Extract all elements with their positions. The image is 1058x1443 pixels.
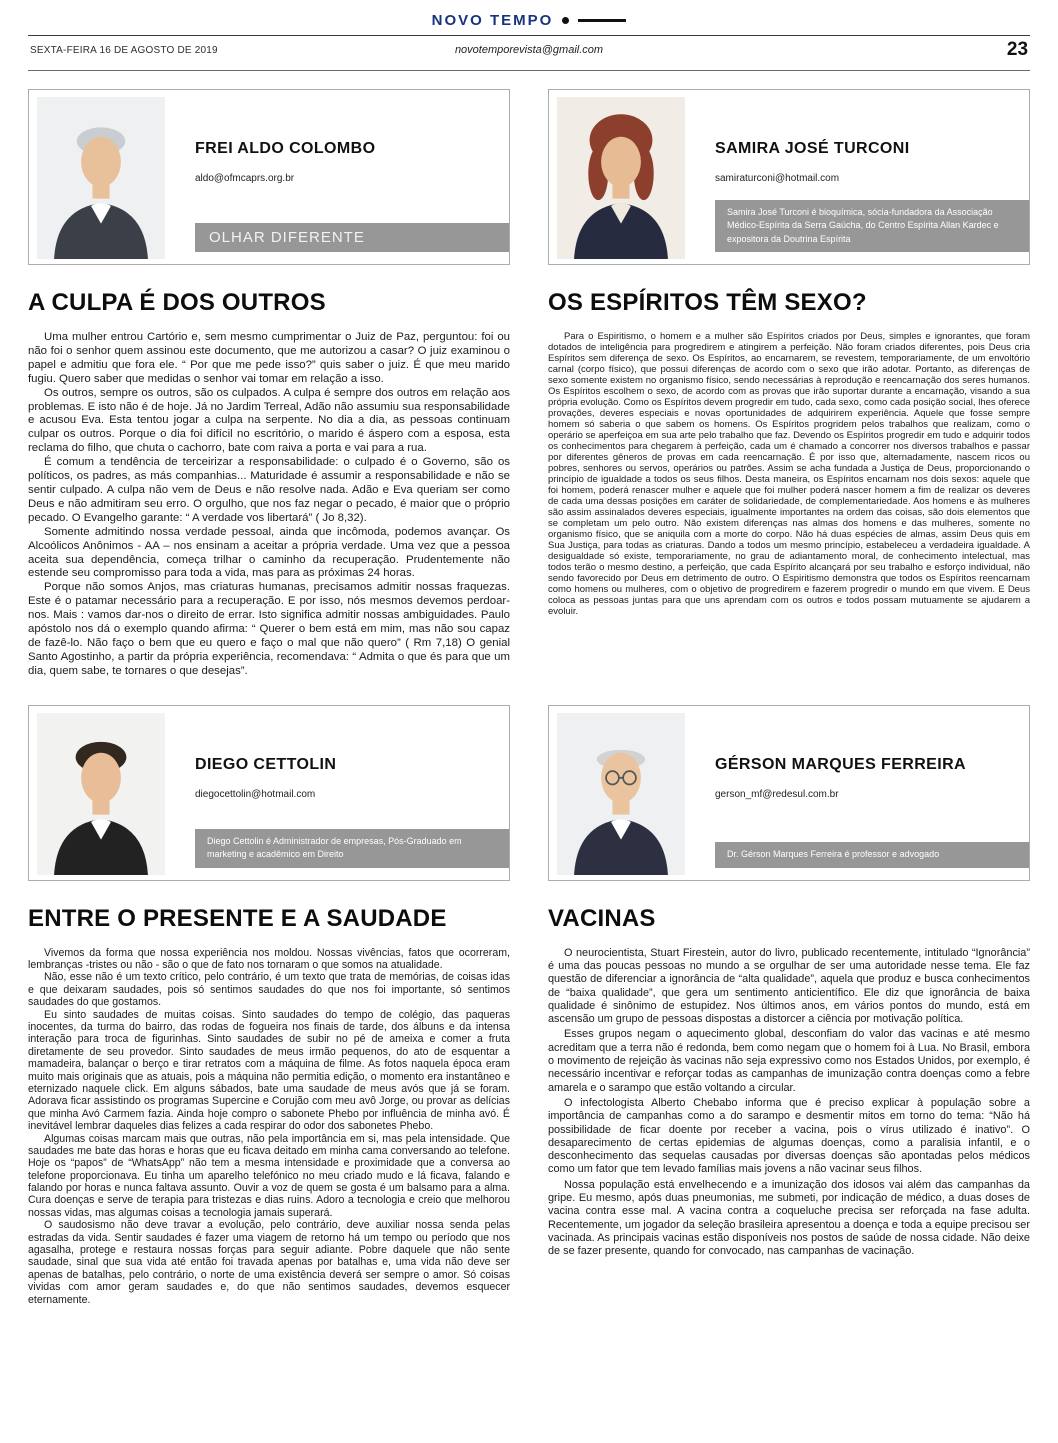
masthead-title: NOVO TEMPO xyxy=(431,12,554,29)
author-bio: Diego Cettolin é Administrador de empresas, Pós-Graduado em marketing e acadêmico em Direito xyxy=(195,829,509,868)
article-title: A CULPA É DOS OUTROS xyxy=(28,289,326,316)
article-a-culpa-e-dos-outros xyxy=(28,89,510,679)
article-vacinas xyxy=(548,705,1030,1306)
author-bio: Samira José Turconi é bioquímica, sócia-fundadora da Associação Médico-Espírita da Serra Gaúcha, do Centro Espírita Allan Kardec e expositora da Doutrina Espírita xyxy=(715,200,1029,253)
author-card xyxy=(28,705,510,881)
article-title: VACINAS xyxy=(548,904,656,932)
issue-date: SEXTA-FEIRA 16 DE AGOSTO DE 2019 xyxy=(30,44,218,56)
article-title: ENTRE O PRESENTE E A SAUDADE xyxy=(28,904,447,932)
articles-grid xyxy=(0,71,1058,1306)
paragraph: Porque não somos Anjos, mas criaturas humanas, precisamos admitir nossas fraquezas. Este é o patamar necessário para a recuperação. E por isso, nós mesmos devemos perdoar-nos. Mais : vamos dar-nos o direito de errar. Isto significa admitir nossas ambiguidades. Paulo apóstolo nos dá o exemplo quando afirma: “ Querer o bem está em mim, mas não sou capaz de fazê-lo. Não faço o bem que eu quero e faço o mal que não quero” ( Rm 7,18) O genial Santo Agostinho, a partir da própria experiência, recomendava: “ Admita o que és para que um dia, quem sabe, te tornares o que desejas”. xyxy=(28,581,510,677)
article-entre-o-presente-e-a-saudade xyxy=(28,705,510,1306)
author-photo xyxy=(549,90,687,264)
author-photo xyxy=(29,90,167,264)
article-body xyxy=(28,947,510,1306)
author-name: DIEGO CETTOLIN xyxy=(195,755,337,773)
author-card-info xyxy=(167,706,509,880)
page-number: 23 xyxy=(1006,39,1029,60)
paragraph: Esses grupos negam o aquecimento global, desconfiam do valor das vacinas e até mesmo acreditam que a terra não é redonda, bem como negam que o homem foi à Lua. No Brasil, embora o movimento de rejeição às vacinas não seja expressivo como nos Estados Unidos, por exemplo, é necessário incentivar e reforçar todas as campanhas de imunização contra doenças como a febre amarela e o sarampo que estão voltando a circular. xyxy=(548,1028,1030,1094)
article-os-espiritos-tem-sexo xyxy=(548,89,1030,679)
author-name: GÉRSON MARQUES FERREIRA xyxy=(715,755,966,773)
masthead-dash-icon xyxy=(578,19,626,22)
paragraph: Vivemos da forma que nossa experiência nos moldou. Nossas vivências, fatos que ocorreram, lembranças -tristes ou não - são o que de fato nos tornaram o que somos na atualidade. xyxy=(28,946,510,972)
paragraph: Algumas coisas marcam mais que outras, não pela importância em si, mas pela intensidade. Que saudades me bate das horas e horas que eu ficava deitado em minha cama conversando ao telefone. Hoje os “papos” de “WhatsApp” não tem a mesma intensidade e proximidade que a conversa ao telefone proporcionava. Eu tinha um aparelho telefónico no meu criado mudo e lá ficava, falando e falando por horas e nunca faltava assunto. Ouvir a voz de quem se gosta é um balsamo para a alma. Cura doenças e serve de terapia para tristezas e dias ruins. Adoro a tecnologia e creio que melhorou nossas vidas, mas algumas coisas a tecnologia jamais superará. xyxy=(28,1132,510,1219)
article-body xyxy=(548,331,1030,617)
author-card xyxy=(548,705,1030,881)
masthead-row xyxy=(28,12,1030,29)
author-name: FREI ALDO COLOMBO xyxy=(195,140,376,157)
paragraph: Os outros, sempre os outros, são os culpados. A culpa é sempre dos outros em relação aos problemas. E isto não é de hoje. Já no Jardim Terreal, Adão não assumiu sua responsabilidade e acusou Eva. Esta tentou jogar a culpa na serpente. No dia a dia, as pessoas continuam culpar os outros. Porque o dia foi difícil no escritório, o marido é áspero com a esposa, esta reclama do filho, que chuta o cachorro, bate com raiva a porta e vai para a rua. xyxy=(28,386,510,455)
author-bio: Dr. Gérson Marques Ferreira é professor e advogado xyxy=(715,842,1029,868)
paragraph: O neurocientista, Stuart Firestein, autor do livro, publicado recentemente, intitulado “Ignorância” é uma das poucas pessoas no mundo a se orgulhar de ser uma autoridade nesse tema. Ele faz questão de diferenciar a ignorância de “alta qualidade”, aquela que produz e busca conhecimentos de “baixa qualidade”, que gera um sentimento anticientífico. Ele diz que ignorância de baixa qualidade é sinônimo de estupidez. Nos últimos anos, em vários pontos do mundo, está em ascensão um grupo de pessoas dispostas a distorcer a ciência por motivação política. xyxy=(548,946,1030,1026)
author-email: samiraturconi@hotmail.com xyxy=(715,173,840,184)
paragraph: O infectologista Alberto Chebabo informa que é preciso explicar à população sobre a importância de campanhas como a do sarampo e desmentir mitos em torno do tema: “Não há possibilidade de ficar doente por receber a vacina, pois o vírus utilizado é inativo”. O desaparecimento de certas epidemias de algumas doenças, como a paralisia infantil, e o desconhecimento das sequelas causadas por diversas doenças são apontadas pelos médicos como um fator que tem levado famílias mais jovens a não vacinar seus filhos. xyxy=(548,1096,1030,1176)
article-body xyxy=(28,331,510,679)
paragraph: Para o Espiritismo, o homem e a mulher são Espíritos criados por Deus, simples e ignorantes, que foram dotados de inteligência para progredirem e atingirem a perfeição. Não foram criados diferentes, pois Deus cria Espíritos sem diferença de sexo. Os Espíritos, ao encarnarem, se revestem, temporariamente, de um envoltório carnal (corpo físico), que possui diferenças de acordo com o sexo que irão adotar. Portanto, as diferenças de sexo somente existem no organismo físico, sendo necessárias à reprodução e reencarnação dos seres humanos. Os Espíritos escolhem o sexo, de acordo com as provas que irão suportar durante a encarnação, visando a sua própria evolução. Como os Espíritos devem progredir em tudo, cada sexo, como cada posição social, lhes oferece provações, deveres especiais e novas oportunidades de adquirirem experiência. Aquele que fosse sempre homem só saberia o que sabem os homens. Os Espíritos progridem pelos trabalhos que realizam, como o operário se aperfeiçoa em sua arte pelo trabalho que faz. Devendo os Espíritos progredir em tudo e adquirir todos os conhecimentos para chegarem à perfeição, cada um é chamado a concorrer nos diversos trabalhos e passar por diferentes gêneros de provas em cada reencarnação. É por isso que, alternadamente, nascem ricos ou pobres, senhores ou servos, operários ou patrões. Assim se acha fundada a Justiça de Deus, proporcionando o princípio de igualdade a todos os seus filhos. Desta maneira, os Espíritos encarnam nos dois sexos: aquele que foi homem, poderá renascer mulher e aquele que foi mulher poderá nascer homem a fim de realizar os deveres de cada uma dessas posições em caráter de solidariedade, de complementariedade. Aos homens e às mulheres são assim assinalados deveres especiais, igualmente importantes na ordem das coisas, são dois elementos que se completam um pelo outro. Não existem diferenças nas almas dos homens e das mulheres, somente no organismo físico, que se aniquila com a morte do corpo. Não há duas espécies de almas, assim Deus quis em Sua Justiça, para todas as criaturas. Dando a todos um mesmo princípio, estabeleceu a verdadeira igualdade. A desigualdade só existe, temporariamente, no grau de adiantamento moral, de conhecimento intelectual, mas todos terão o mesmo destino, a perfeição, que cada Espírito alcançará por seu trabalho e esforço individual, não sendo favorecido por Deus em detrimento de outro. O Espiritismo demonstra que todos os Espíritos reencarnam como homens ou mulheres, com o objetivo de progredirem e fazerem progredir o mundo em que vivem. E Deus coloca as pessoas juntas para que uns aprendam com os outros e todos possam mutuamente se ajudarem a evoluir. xyxy=(548,331,1030,618)
header-info-row xyxy=(28,36,1030,64)
author-card-info xyxy=(687,90,1029,264)
paragraph: Nossa população está envelhecendo e a imunização dos idosos vai além das campanhas da gripe. Eu mesmo, após duas pneumonias, me submeti, por indicação de médico, a duas doses de vacina contra esse mal. A vacina contra a coqueluche precisa ser reforçada na fase adulta. Recentemente, um jogador da seleção brasileira apresentou a doença e toda a equipe precisou ser vacinada. As principais vacinas estão disponíveis nos postos de saúde de nossa cidade. Não deixe de se fazer presente, quando for convocado, nas campanhas de vacinação. xyxy=(548,1178,1030,1258)
author-name: SAMIRA JOSÉ TURCONI xyxy=(715,140,910,157)
paragraph: Somente admitindo nossa verdade pessoal, ainda que incômoda, podemos avançar. Os Alcoólicos Anônimos - AA – nos ensinam a aceitar a própria verdade. Uma vez que a pessoa aceita sua dependência, começa trilhar o caminho da recuperação. Prudentemente não estende seu compromisso para toda a vida, mas para as próximas 24 horas. xyxy=(28,525,510,580)
article-body xyxy=(548,947,1030,1259)
paragraph: Eu sinto saudades de muitas coisas. Sinto saudades do tempo de colégio, das paqueras inocentes, da turma do bairro, das rodas de fogueira nos finais de tarde, dos álbuns e da intensa interação para troca de figurinhas. Sinto saudades de subir no pé de ameixa e comer a fruta diretamente de seu provedor. Sinto saudades de meus irmão pequenos, do ato de esquentar a mamadeira, balançar o berço e tirar retratos com a máquina de filme. As fotos naquela época eram muito mais originais que as atuais, pois a máquina não permitia edição, o momento era instantâneo e eternizado naquele click. Em alguns sábados, bate uma saudade de meus avós que já se foram. Adorava ficar assistindo os programas Supercine e Corujão com meu avô Jorge, ou provar as delícias que minha Avó Carmem fazia. Ainda hoje compro o sabonete Phebo por influência de minha avó. É inevitável lembrar daqueles dias felizes a cada respirar do odor dos sabonetes Phebo. xyxy=(28,1008,510,1133)
page-header xyxy=(0,0,1058,71)
issue-email: novotemporevista@gmail.com xyxy=(454,44,604,56)
paragraph: É comum a tendência de terceirizar a responsabilidade: o culpado é o Governo, são os políticos, os padres, as más companhias... Maturidade é assumir a responsabilidade e não se sentir culpado. A culpa não vem de Deus e não resolve nada. Adão e Eva queriam ser como Deus e não admitiram seu erro. O orgulho, que nos faz negar o pecado, é maior que o próprio pecado. O Evangelho garante: “ A verdade vos libertará” ( Jo 8,32). xyxy=(28,456,510,524)
author-card-info xyxy=(167,90,509,264)
paragraph: Uma mulher entrou Cartório e, sem mesmo cumprimentar o Juiz de Paz, perguntou: foi ou não foi o senhor quem assinou este documento, que me autorizou a casar? O juiz examinou o papel e admitiu que fora ele. “ Por que me pede isso?” quis saber o juiz. É que meu marido fugiu. Quero saber que medidas o senhor vai tomar em relação a isso. xyxy=(28,331,510,385)
author-card xyxy=(28,89,510,265)
author-email: gerson_mf@redesul.com.br xyxy=(715,788,839,800)
author-card xyxy=(548,89,1030,265)
author-email: diegocettolin@hotmail.com xyxy=(195,788,316,800)
paragraph: Não, esse não é um texto crítico, pelo contrário, é um texto que trata de memórias, de coisas idas e que deixaram saudades, pois só sentimos saudades do que nos foi importante, só sentimos saudades do que gostamos. xyxy=(28,971,510,1009)
author-email: aldo@ofmcaprs.org.br xyxy=(195,173,295,184)
author-card-info xyxy=(687,706,1029,880)
paragraph: O saudosismo não deve travar a evolução, pelo contrário, deve auxiliar nossa senda pelas estradas da vida. Sentir saudades é fazer uma viagem de retorno há um tempo ou período que nos agasalha, protege e restaura nossas forças para seguir adiante. Pobre daquele que não sente saudade, sinal que sua vida até então foi travada apenas por batalhas e, uma vida não deve ser apenas de batalhas, pelo contrário, o norte de uma existência deverá ser sempre o amor. Só coisas vividas com amor geram saudades e, do que não sentimos saudades, devemos esquecer eternamente. xyxy=(28,1219,510,1306)
author-photo xyxy=(549,706,687,880)
masthead-dot-icon xyxy=(562,17,569,24)
section-bar: OLHAR DIFERENTE xyxy=(195,223,509,252)
article-title: OS ESPÍRITOS TÊM SEXO? xyxy=(548,289,867,316)
author-photo xyxy=(29,706,167,880)
